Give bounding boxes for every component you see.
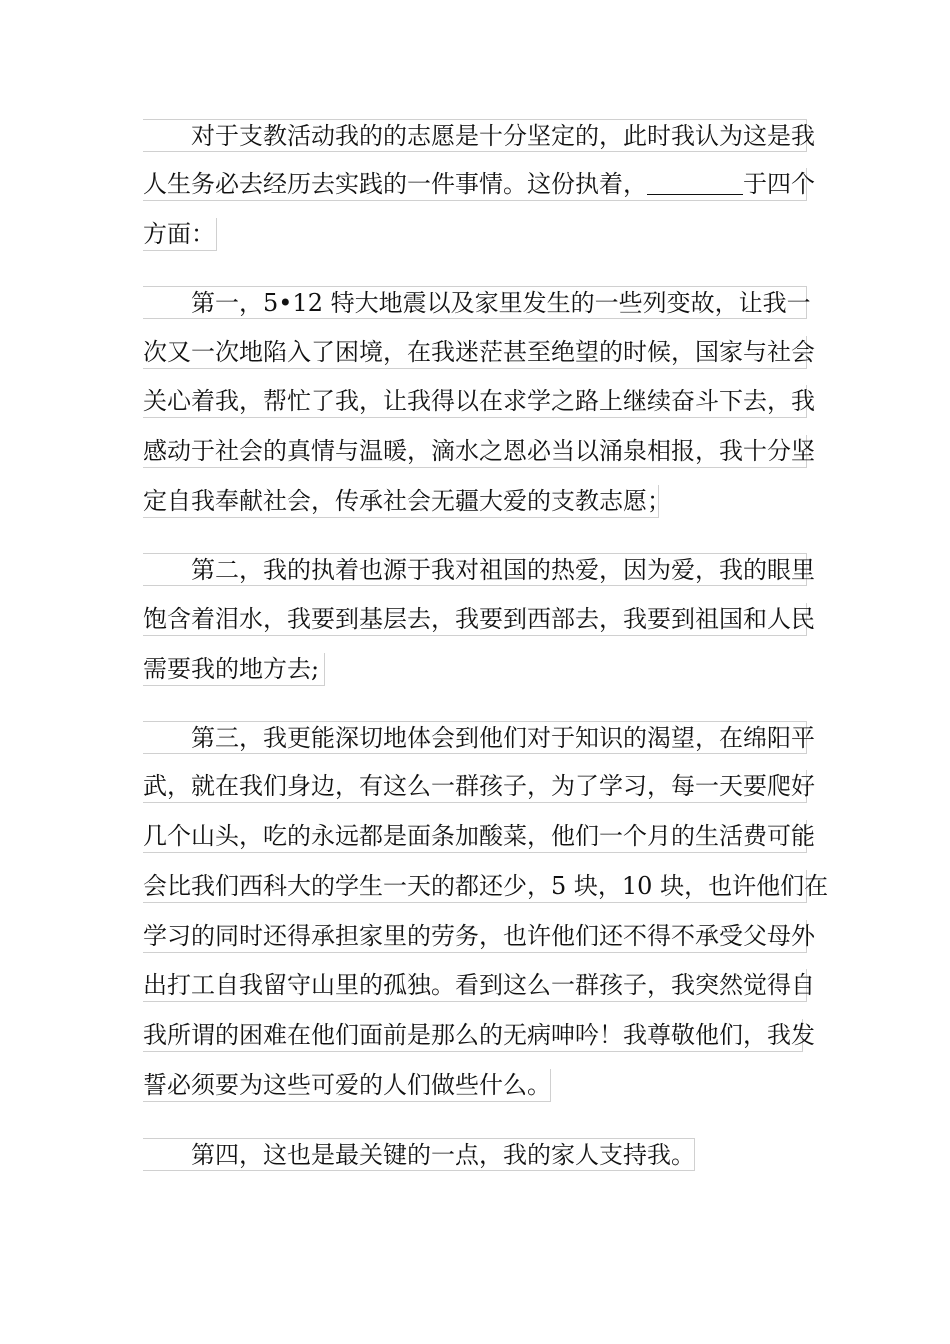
paragraph-3-line-3 [143,653,325,686]
paragraph-2-line-3 [143,385,815,418]
paragraph-1-line-3 [143,218,217,251]
text: 第三，我更能深切地体会到他们对于知识的渴望，在绵阳平 [191,724,815,752]
paragraph-4-line-2 [143,770,815,803]
text: 对于支教活动我的的志愿是十分坚定的，此时我认为这是我 [191,122,815,150]
text: 关心着我，帮忙了我，让我得以在求学之路上继续奋斗下去，我 [143,387,815,415]
paragraph-3-line-2 [143,603,815,636]
paragraph-1-line-1 [143,119,815,152]
paragraph-3-line-1 [143,553,815,586]
paragraph-2-line-2 [143,336,815,369]
text: 次又一次地陷入了困境，在我迷茫甚至绝望的时候，国家与社会 [143,338,815,366]
paragraph-4-line-6 [143,969,815,1002]
fill-in-blank [647,172,743,195]
text: 定自我奉献社会，传承社会无疆大爱的支教志愿； [143,487,671,515]
text: 武，就在我们身边，有这么一群孩子，为了学习，每一天要爬好 [143,772,815,800]
text: 几个山头，吃的永远都是面条加酸菜，他们一个月的生活费可能 [143,822,815,850]
paragraph-2-line-4 [143,435,815,468]
paragraph-4-line-4 [143,870,829,903]
paragraph-2-line-1 [143,286,811,319]
text: 第一，5•12 特大地震以及家里发生的一些列变故，让我一 [191,289,811,317]
text: 会比我们西科大的学生一天的都还少，5 块，10 块，也许他们在 [143,872,829,900]
paragraph-5-line-1 [143,1138,695,1171]
text: 感动于社会的真情与温暖，滴水之恩必当以涌泉相报，我十分坚 [143,437,815,465]
paragraph-4-line-8 [143,1069,551,1102]
text: 饱含着泪水，我要到基层去，我要到西部去，我要到祖国和人民 [143,605,815,633]
paragraph-1-line-2 [143,168,815,201]
text: 方面： [143,220,215,248]
paragraph-2-line-5 [143,485,671,518]
text: 出打工自我留守山里的孤独。看到这么一群孩子，我突然觉得自 [143,971,815,999]
paragraph-4-line-1 [143,721,815,754]
paragraph-4-line-5 [143,920,815,953]
paragraph-4-line-3 [143,820,815,853]
text: 学习的同时还得承担家里的劳务，也许他们还不得不承受父母外 [143,922,815,950]
text: 需要我的地方去; [143,655,320,683]
text: 第二，我的执着也源于我对祖国的热爱，因为爱，我的眼里 [191,556,815,584]
text: 于四个 [743,170,815,198]
text: 第四，这也是最关键的一点，我的家人支持我。 [191,1141,695,1169]
text: 誓必须要为这些可爱的人们做些什么。 [143,1071,551,1099]
paragraph-4-line-7 [143,1019,815,1052]
text: 我所谓的困难在他们面前是那么的无病呻吟！我尊敬他们，我发 [143,1021,815,1049]
text: 人生务必去经历去实践的一件事情。这份执着， [143,170,647,198]
